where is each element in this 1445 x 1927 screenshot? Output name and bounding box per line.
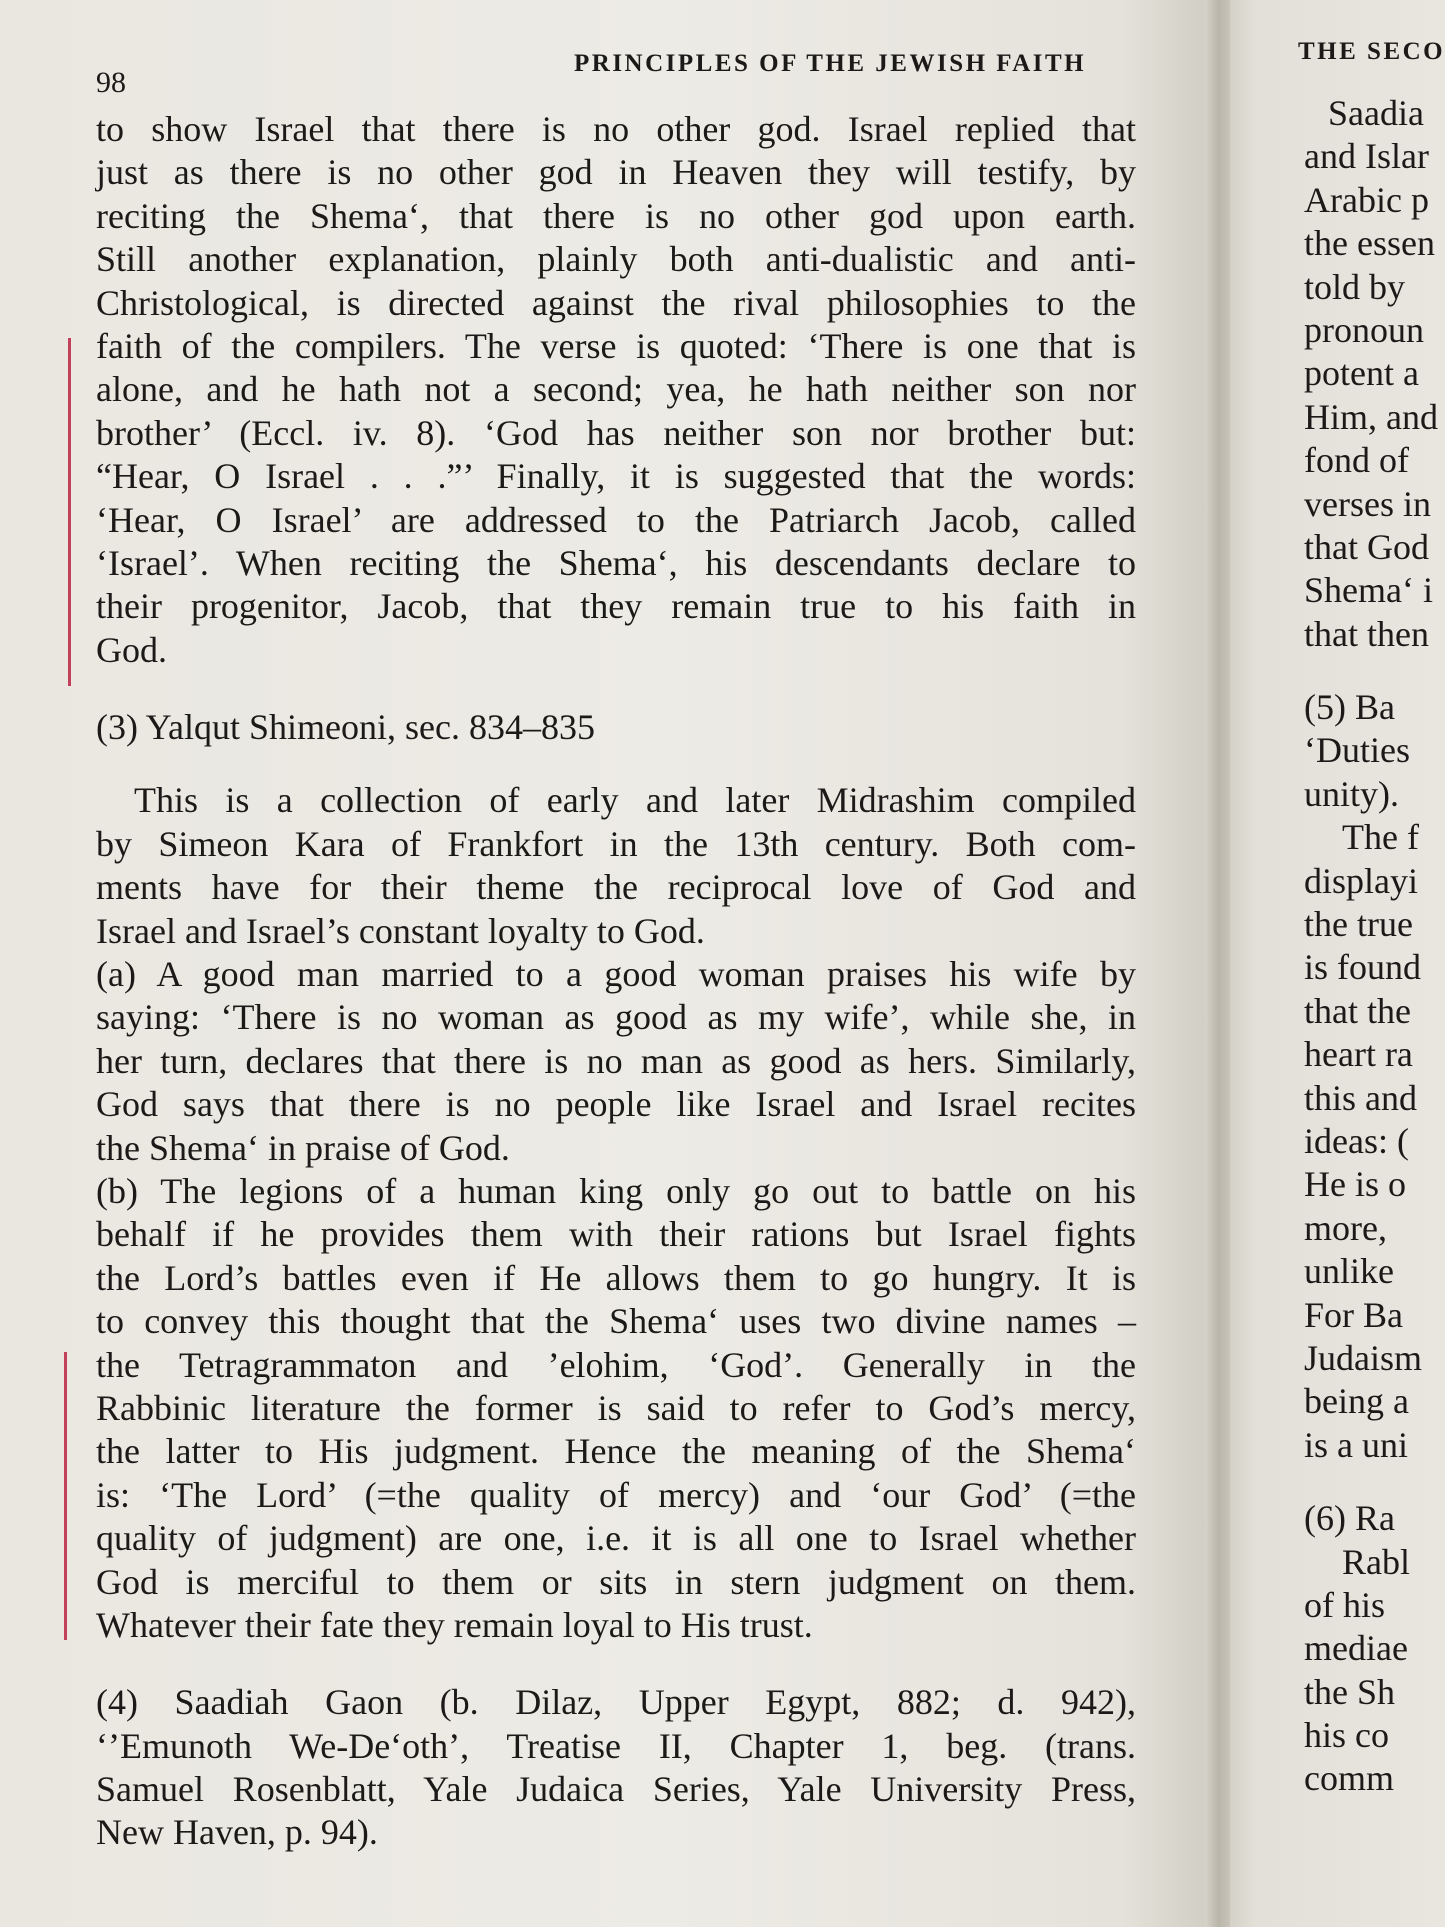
page-body bbox=[96, 108, 1136, 1855]
right-page bbox=[1230, 0, 1445, 1927]
text-line: (a) A good man married to a good woman praises his wife by bbox=[96, 954, 1136, 995]
text-line: to convey this thought that the Shema‘ uses two divine names – bbox=[96, 1301, 1136, 1342]
text-line: the Lord’s battles even if He allows them to go hungry. It is bbox=[96, 1257, 1136, 1298]
page-number: 98 bbox=[96, 66, 126, 99]
text-line: to show Israel that there is no other god. Israel replied that bbox=[96, 109, 1136, 149]
text-line: He is o bbox=[1304, 1164, 1406, 1205]
text-line: fond of bbox=[1304, 440, 1409, 481]
margin-highlight-mark bbox=[64, 1352, 67, 1640]
text-line: This is a collection of early and later Midrashim compiled bbox=[134, 780, 1136, 821]
text-line: ideas: ( bbox=[1304, 1120, 1409, 1161]
text-line: her turn, declares that there is no man as good as hers. Similarly, bbox=[96, 1040, 1136, 1081]
text-line: (5) Ba bbox=[1304, 687, 1395, 728]
text-line: is a uni bbox=[1304, 1424, 1408, 1465]
text-line: unlike bbox=[1304, 1251, 1394, 1292]
text-line: behalf if he provides them with their rations but Israel fights bbox=[96, 1214, 1136, 1255]
margin-highlight-mark bbox=[68, 338, 71, 686]
text-line: “Hear, O Israel . . .”’ Finally, it is suggested that the words: bbox=[96, 456, 1136, 497]
text-line: verses in bbox=[1304, 483, 1431, 524]
paragraph-1 bbox=[96, 108, 1136, 672]
text-line: told by bbox=[1304, 266, 1406, 307]
text-line: the essen bbox=[1304, 223, 1435, 264]
text-line: God says that there is no people like Israel and Israel recites bbox=[96, 1084, 1136, 1125]
text-line: Judaism bbox=[1304, 1337, 1423, 1378]
text-line: that then bbox=[1304, 613, 1429, 654]
text-line: Still another explanation, plainly both anti-dualistic and anti- bbox=[96, 239, 1136, 280]
running-head: PRINCIPLES OF THE JEWISH FAITH bbox=[574, 50, 1087, 77]
text-line: the true bbox=[1304, 904, 1413, 945]
text-line: ‘’Emunoth We-De‘oth’, Treatise II, Chapter 1, beg. (trans. bbox=[96, 1725, 1136, 1766]
text-line: Israel and Israel’s constant loyalty to God. bbox=[96, 910, 705, 951]
text-line: Him, and bbox=[1304, 396, 1438, 437]
text-line: the Shema‘ in praise of God. bbox=[96, 1127, 510, 1168]
item-a bbox=[96, 953, 1136, 1170]
text-line: Arabic p bbox=[1304, 179, 1429, 220]
text-line: Christological, is directed against the rival philosophies to the bbox=[96, 282, 1136, 323]
text-line: reciting the Shema‘, that there is no other god upon earth. bbox=[96, 195, 1136, 236]
text-line: Shema‘ i bbox=[1304, 570, 1433, 611]
text-line: the latter to His judgment. Hence the meaning of the Shema‘ bbox=[96, 1431, 1136, 1472]
text-line: New Haven, p. 94). bbox=[96, 1812, 378, 1853]
text-line: and Islar bbox=[1304, 136, 1429, 177]
section-heading: (3) Yalqut Shimeoni, sec. 834–835 bbox=[96, 707, 595, 748]
right-running-head: THE SECO bbox=[1298, 38, 1445, 65]
text-line: saying: ‘There is no woman as good as my wife’, while she, in bbox=[96, 997, 1136, 1038]
section-3-intro bbox=[96, 779, 1136, 953]
text-line: Samuel Rosenblatt, Yale Judaica Series, Yale University Press, bbox=[96, 1769, 1136, 1810]
text-line: ‘Israel’. When reciting the Shema‘, his descendants declare to bbox=[96, 542, 1136, 583]
text-line: potent a bbox=[1304, 353, 1419, 394]
text-line: Rabbinic literature the former is said to refer to God’s mercy, bbox=[96, 1387, 1136, 1428]
text-line: Saadia bbox=[1328, 93, 1424, 133]
text-line: unity). bbox=[1304, 773, 1399, 814]
text-line: more, bbox=[1304, 1207, 1387, 1248]
text-line: of his bbox=[1304, 1584, 1385, 1625]
text-line: being a bbox=[1304, 1381, 1409, 1422]
text-line: alone, and he hath not a second; yea, he hath neither son nor bbox=[96, 369, 1136, 410]
text-line: God. bbox=[96, 629, 167, 670]
text-line: that God bbox=[1304, 526, 1429, 567]
text-line: heart ra bbox=[1304, 1034, 1413, 1075]
text-line: quality of judgment) are one, i.e. it is all one to Israel whether bbox=[96, 1518, 1136, 1559]
text-line: ments have for their theme the reciprocal love of God and bbox=[96, 867, 1136, 908]
item-b bbox=[96, 1170, 1136, 1647]
text-line: his co bbox=[1304, 1715, 1389, 1756]
text-line: this and bbox=[1304, 1077, 1417, 1118]
text-line: The f bbox=[1342, 817, 1419, 858]
text-line: For Ba bbox=[1304, 1294, 1403, 1335]
text-line: brother’ (Eccl. iv. 8). ‘God has neither son nor brother but: bbox=[96, 412, 1136, 453]
text-line: is: ‘The Lord’ (=the quality of mercy) and ‘our God’ (=the bbox=[96, 1474, 1136, 1515]
text-line: that the bbox=[1304, 990, 1411, 1031]
text-line: their progenitor, Jacob, that they remain true to his faith in bbox=[96, 586, 1136, 627]
text-line: by Simeon Kara of Frankfort in the 13th century. Both com- bbox=[96, 823, 1136, 864]
section-4 bbox=[96, 1681, 1136, 1855]
text-line: God is merciful to them or sits in stern judgment on them. bbox=[96, 1561, 1136, 1602]
text-line: (4) Saadiah Gaon (b. Dilaz, Upper Egypt, 882; d. 942), bbox=[96, 1682, 1136, 1723]
text-line: Whatever their fate they remain loyal to His trust. bbox=[96, 1604, 813, 1645]
text-line: mediae bbox=[1304, 1628, 1408, 1669]
text-line: displayi bbox=[1304, 860, 1418, 901]
text-line: Rabl bbox=[1342, 1541, 1410, 1582]
text-line: faith of the compilers. The verse is quoted: ‘There is one that is bbox=[96, 325, 1136, 366]
text-line: pronoun bbox=[1304, 309, 1424, 350]
right-page-body bbox=[1304, 92, 1445, 1801]
text-line: the Tetragrammaton and ’elohim, ‘God’. Generally in the bbox=[96, 1344, 1136, 1385]
text-line: comm bbox=[1304, 1758, 1394, 1799]
text-line: ‘Duties bbox=[1304, 730, 1410, 771]
text-line: is found bbox=[1304, 947, 1421, 988]
text-line: just as there is no other god in Heaven they will testify, by bbox=[96, 152, 1136, 193]
text-line: (b) The legions of a human king only go out to battle on his bbox=[96, 1170, 1136, 1211]
text-line: (6) Ra bbox=[1304, 1498, 1395, 1539]
text-line: ‘Hear, O Israel’ are addressed to the Patriarch Jacob, called bbox=[96, 499, 1136, 540]
text-line: the Sh bbox=[1304, 1671, 1396, 1712]
